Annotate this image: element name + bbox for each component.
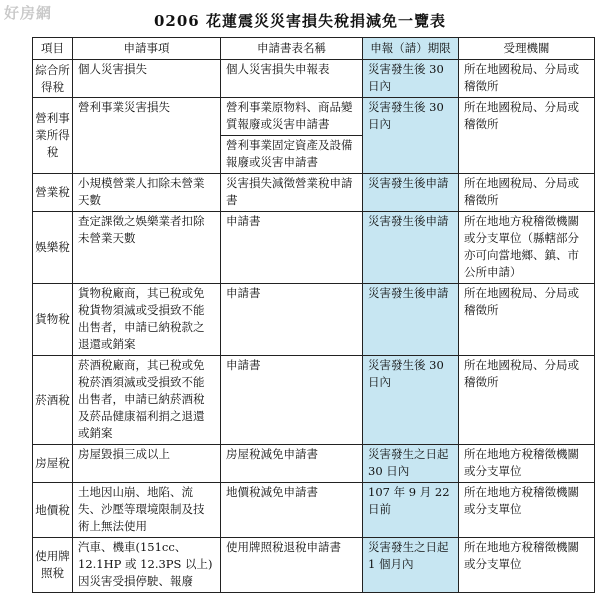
row-deadline: 災害發生之日起 1 個月內 [363, 538, 459, 593]
row-form: 使用牌照稅退稅申請書 [221, 538, 363, 593]
row-forms [221, 98, 363, 174]
row-matter: 汽車、機車(151cc、12.1HP 或 12.3PS 以上)因災害受損停駛、報廢 [73, 538, 221, 593]
row-item: 營利事業所得稅 [33, 98, 73, 174]
row-matter: 小規模營業人扣除未營業天數 [73, 174, 221, 212]
row-matter: 個人災害損失 [73, 60, 221, 98]
row-form: 申請書 [221, 356, 363, 445]
table-row [33, 174, 595, 212]
row-deadline: 災害發生後 30 日內 [363, 60, 459, 98]
row-agency: 所在地地方稅稽徵機關或分支單位（縣轄部分亦可向當地鄉、鎮、市公所申請） [459, 212, 595, 284]
row-item: 菸酒稅 [33, 356, 73, 445]
table-row [33, 284, 595, 356]
table-row [33, 445, 595, 483]
row-agency: 所在地國稅局、分局或稽徵所 [459, 284, 595, 356]
row-item: 使用牌照稅 [33, 538, 73, 593]
row-agency: 所在地地方稅稽徵機關或分支單位 [459, 445, 595, 483]
row-agency: 所在地地方稅稽徵機關或分支單位 [459, 538, 595, 593]
table-row [33, 60, 595, 98]
header-forms: 申請書表名稱 [221, 38, 363, 60]
row-form: 申請書 [221, 284, 363, 356]
table-row [33, 98, 595, 174]
row-item: 房屋稅 [33, 445, 73, 483]
row-item: 地價稅 [33, 483, 73, 538]
table-row [33, 212, 595, 284]
row-deadline: 災害發生後 30 日內 [363, 356, 459, 445]
header-matter: 申請事項 [73, 38, 221, 60]
row-item: 娛樂稅 [33, 212, 73, 284]
table-row [33, 356, 595, 445]
page-title: 0206 花蓮震災災害損失稅捐減免一覽表 [154, 12, 446, 30]
table-header-row [33, 38, 595, 60]
row-agency: 所在地地方稅稽徵機關或分支單位 [459, 483, 595, 538]
row-agency: 所在地國稅局、分局或稽徵所 [459, 98, 595, 174]
table-row [33, 483, 595, 538]
row-deadline: 災害發生後申請 [363, 284, 459, 356]
row-deadline: 107 年 9 月 22 日前 [363, 483, 459, 538]
row-deadline: 災害發生後申請 [363, 212, 459, 284]
row-form: 房屋稅減免申請書 [221, 445, 363, 483]
row-matter: 菸酒稅廠商，其已稅或免稅菸酒須滅或受損致不能出售者，申請已納菸酒稅及菸品健康福利捐之退還或銷案 [73, 356, 221, 445]
row-agency: 所在地國稅局、分局或稽徵所 [459, 60, 595, 98]
row-item: 營業稅 [33, 174, 73, 212]
row-form: 申請書 [221, 212, 363, 284]
row-agency: 所在地國稅局、分局或稽徵所 [459, 356, 595, 445]
row-item: 貨物稅 [33, 284, 73, 356]
row-deadline: 災害發生後 30 日內 [363, 98, 459, 174]
row-deadline: 災害發生後申請 [363, 174, 459, 212]
row-form: 營利事業固定資產及設備報廢或災害申請書 [221, 135, 362, 171]
header-item: 項目 [33, 38, 73, 60]
header-agency: 受理機關 [459, 38, 595, 60]
watermark: 好房網 [4, 4, 53, 22]
row-agency: 所在地國稅局、分局或稽徵所 [459, 174, 595, 212]
row-form: 個人災害損失申報表 [221, 60, 363, 98]
table-row [33, 538, 595, 593]
row-form: 地價稅減免申請書 [221, 483, 363, 538]
row-matter: 查定課徵之娛樂業者扣除未營業天數 [73, 212, 221, 284]
row-matter: 土地因山崩、地陷、流失、沙壓等環境限制及技術上無法使用 [73, 483, 221, 538]
row-deadline: 災害發生之日起 30 日內 [363, 445, 459, 483]
row-item: 綜合所得稅 [33, 60, 73, 98]
row-form: 災害損失減徵營業稅申請書 [221, 174, 363, 212]
tax-relief-table [32, 37, 595, 593]
row-matter: 房屋毀損三成以上 [73, 445, 221, 483]
row-matter: 貨物稅廠商，其已稅或免稅貨物須滅或受損致不能出售者，申請已納稅款之退還或銷案 [73, 284, 221, 356]
row-matter: 營利事業災害損失 [73, 98, 221, 174]
header-deadline: 申報（請）期限 [363, 38, 459, 60]
row-form: 營利事業原物料、商品變質報廢或災害申請書 [226, 100, 353, 131]
